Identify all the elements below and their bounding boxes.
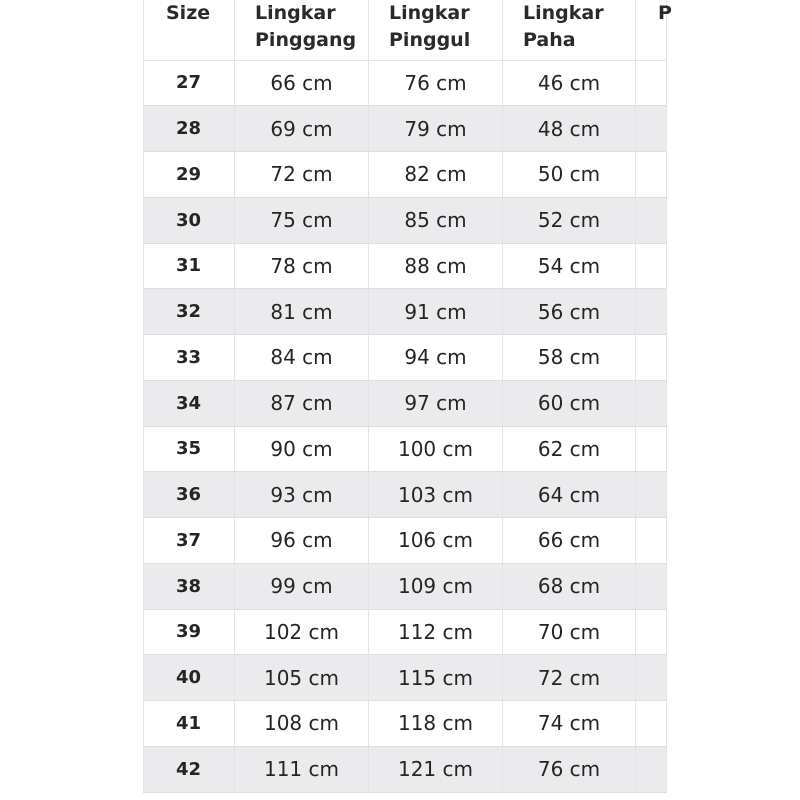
cell-size: 35	[144, 426, 235, 472]
cell-hip: 94 cm	[369, 335, 503, 381]
cell-size: 30	[144, 197, 235, 243]
cell-waist: 93 cm	[235, 472, 369, 518]
cell-extra-cut-off	[636, 60, 667, 106]
cell-extra-cut-off	[636, 152, 667, 198]
cell-hip: 82 cm	[369, 152, 503, 198]
cell-thigh: 68 cm	[503, 563, 636, 609]
cell-size: 34	[144, 380, 235, 426]
cell-thigh: 64 cm	[503, 472, 636, 518]
header-hip-line-2: Pinggul	[389, 28, 471, 51]
table-row	[144, 152, 667, 198]
cell-hip: 88 cm	[369, 243, 503, 289]
cell-waist: 87 cm	[235, 380, 369, 426]
table-row	[144, 701, 667, 747]
table-row	[144, 655, 667, 701]
cell-thigh: 70 cm	[503, 609, 636, 655]
cell-thigh: 76 cm	[503, 746, 636, 792]
cell-waist: 66 cm	[235, 60, 369, 106]
cell-hip: 103 cm	[369, 472, 503, 518]
table-row	[144, 426, 667, 472]
cell-waist: 90 cm	[235, 426, 369, 472]
cell-waist: 75 cm	[235, 197, 369, 243]
cell-size: 37	[144, 518, 235, 564]
cell-size: 38	[144, 563, 235, 609]
cell-extra-cut-off	[636, 701, 667, 747]
cell-thigh: 72 cm	[503, 655, 636, 701]
cell-waist: 105 cm	[235, 655, 369, 701]
cell-hip: 115 cm	[369, 655, 503, 701]
cell-extra-cut-off	[636, 243, 667, 289]
cell-extra-cut-off	[636, 655, 667, 701]
cell-waist: 99 cm	[235, 563, 369, 609]
cell-thigh: 56 cm	[503, 289, 636, 335]
header-size: Size	[144, 0, 235, 60]
cell-hip: 100 cm	[369, 426, 503, 472]
cell-waist: 78 cm	[235, 243, 369, 289]
table-row	[144, 380, 667, 426]
header-extra-cut-off: P	[636, 0, 667, 60]
cell-size: 28	[144, 106, 235, 152]
cell-hip: 112 cm	[369, 609, 503, 655]
cell-extra-cut-off	[636, 197, 667, 243]
cell-thigh: 48 cm	[503, 106, 636, 152]
table-row	[144, 609, 667, 655]
cell-size: 40	[144, 655, 235, 701]
cell-extra-cut-off	[636, 518, 667, 564]
cell-thigh: 74 cm	[503, 701, 636, 747]
table-row	[144, 289, 667, 335]
cell-thigh: 50 cm	[503, 152, 636, 198]
cell-waist: 81 cm	[235, 289, 369, 335]
cell-size: 29	[144, 152, 235, 198]
cell-hip: 118 cm	[369, 701, 503, 747]
cell-extra-cut-off	[636, 609, 667, 655]
cell-waist: 111 cm	[235, 746, 369, 792]
cell-extra-cut-off	[636, 472, 667, 518]
table-body	[144, 60, 667, 792]
table-row	[144, 746, 667, 792]
cell-thigh: 60 cm	[503, 380, 636, 426]
cell-hip: 76 cm	[369, 60, 503, 106]
cell-waist: 72 cm	[235, 152, 369, 198]
cell-extra-cut-off	[636, 426, 667, 472]
cell-extra-cut-off	[636, 563, 667, 609]
header-hip-line-1: Lingkar	[389, 1, 470, 24]
cell-extra-cut-off	[636, 106, 667, 152]
cell-waist: 96 cm	[235, 518, 369, 564]
cell-extra-cut-off	[636, 380, 667, 426]
table-row	[144, 518, 667, 564]
cell-hip: 109 cm	[369, 563, 503, 609]
cell-size: 39	[144, 609, 235, 655]
table-row	[144, 197, 667, 243]
header-waist-line-1: Lingkar	[255, 1, 336, 24]
cell-thigh: 52 cm	[503, 197, 636, 243]
cell-thigh: 62 cm	[503, 426, 636, 472]
table-row	[144, 106, 667, 152]
cell-waist: 102 cm	[235, 609, 369, 655]
table-row	[144, 60, 667, 106]
cell-size: 32	[144, 289, 235, 335]
cell-hip: 79 cm	[369, 106, 503, 152]
header-waist-line-2: Pinggang	[255, 28, 357, 51]
cell-extra-cut-off	[636, 335, 667, 381]
cell-extra-cut-off	[636, 746, 667, 792]
cell-waist: 108 cm	[235, 701, 369, 747]
cell-thigh: 46 cm	[503, 60, 636, 106]
header-thigh-line-2: Paha	[523, 28, 576, 51]
cell-size: 41	[144, 701, 235, 747]
size-chart-table	[143, 0, 672, 793]
cell-thigh: 66 cm	[503, 518, 636, 564]
cell-size: 31	[144, 243, 235, 289]
table-row	[144, 563, 667, 609]
header-thigh-line-1: Lingkar	[523, 1, 604, 24]
header-hip	[369, 0, 503, 60]
cell-waist: 69 cm	[235, 106, 369, 152]
table-row	[144, 472, 667, 518]
cell-hip: 85 cm	[369, 197, 503, 243]
cell-thigh: 58 cm	[503, 335, 636, 381]
cell-hip: 97 cm	[369, 380, 503, 426]
header-waist	[235, 0, 369, 60]
header-thigh	[503, 0, 636, 60]
cell-size: 27	[144, 60, 235, 106]
cell-hip: 106 cm	[369, 518, 503, 564]
cell-waist: 84 cm	[235, 335, 369, 381]
table-header	[144, 0, 672, 60]
table-row	[144, 335, 667, 381]
table-row	[144, 243, 667, 289]
cell-size: 36	[144, 472, 235, 518]
cell-hip: 121 cm	[369, 746, 503, 792]
header-row	[144, 0, 667, 60]
cell-extra-cut-off	[636, 289, 667, 335]
cell-hip: 91 cm	[369, 289, 503, 335]
cell-size: 42	[144, 746, 235, 792]
cell-size: 33	[144, 335, 235, 381]
cell-thigh: 54 cm	[503, 243, 636, 289]
